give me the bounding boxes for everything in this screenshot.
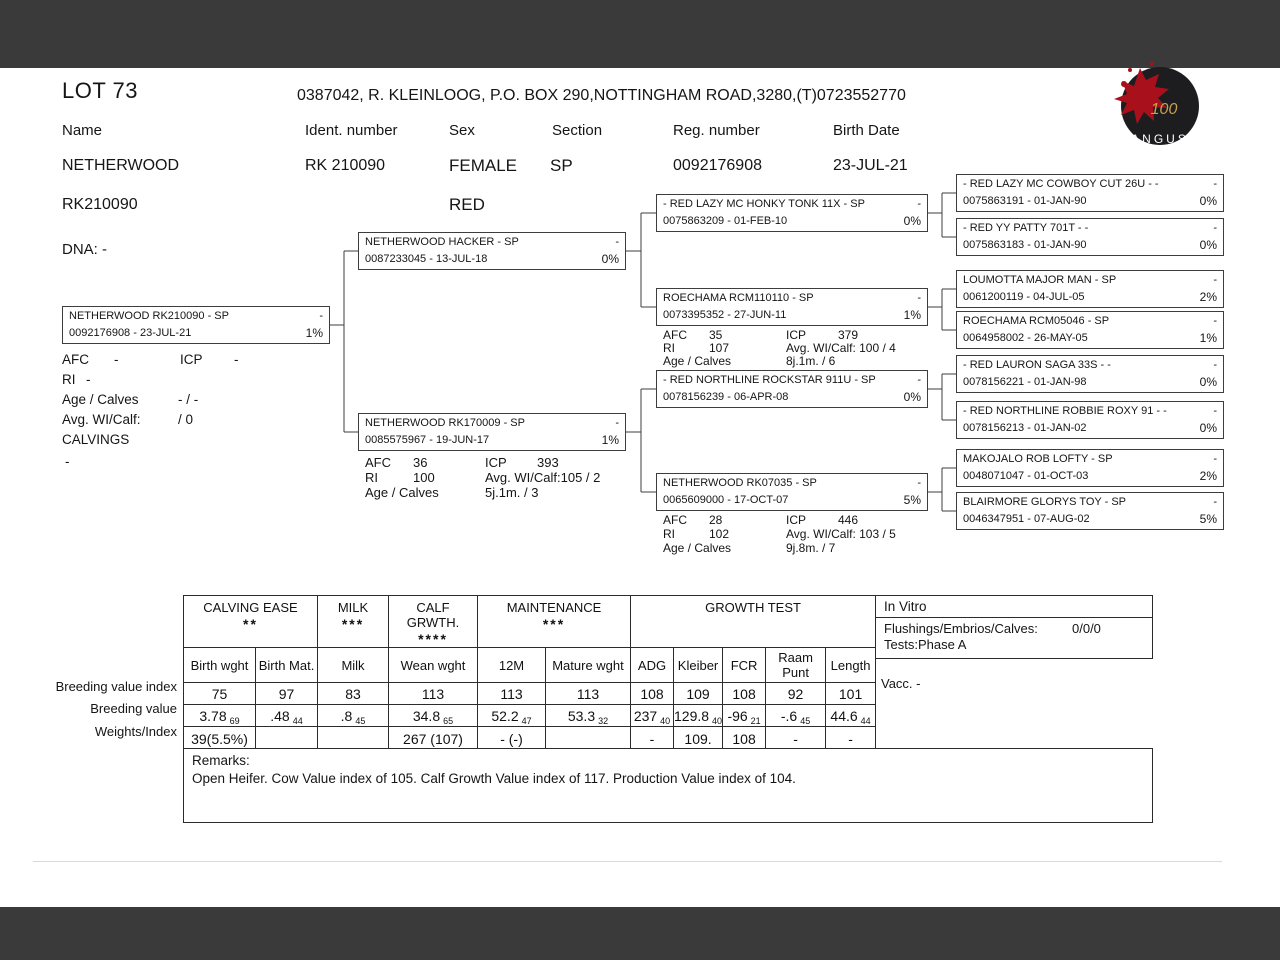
inbreeding-pct: 1%	[1199, 331, 1217, 345]
value-cell: 237 $_{40}$	[631, 705, 674, 727]
animal-flag: -	[615, 417, 619, 429]
pedigree-box-gg1	[956, 174, 1224, 212]
age-calves-label: Age / Calves	[62, 392, 139, 407]
animal-name: - RED NORTHLINE ROBBIE ROXY 91 - -	[963, 405, 1167, 417]
animal-number: 0065609000 - 17-OCT-07	[663, 494, 789, 506]
afc-label: AFC	[663, 328, 687, 342]
breeding-value-table	[183, 595, 876, 751]
age-calves-label: Age / Calves	[365, 485, 439, 500]
group-stars: ***	[542, 616, 566, 632]
value-cell: 34.8 $_{65}$	[389, 705, 478, 727]
avg-wi-value: / 0	[178, 412, 194, 427]
inbreeding-pct: 0%	[903, 390, 921, 404]
afc-label: AFC	[365, 455, 391, 470]
animal-flag: -	[1213, 405, 1217, 417]
weights-index-row	[184, 727, 876, 751]
value-birth: 23-JUL-21	[833, 157, 908, 174]
weights-cell: -	[631, 727, 674, 751]
value-cell: 3.78 $_{69}$	[184, 705, 256, 727]
pedigree-box-sires-dam	[656, 288, 928, 326]
value-ident2: RK210090	[62, 196, 138, 213]
index-cell: 109	[674, 683, 723, 705]
group-label: CALF GRWTH.	[406, 600, 460, 630]
animal-flag: -	[917, 292, 921, 304]
icp-value: 446	[838, 513, 859, 527]
weights-cell: 39(5.5%)	[184, 727, 256, 751]
value-cell: .8 $_{45}$	[318, 705, 389, 727]
accuracy: 44	[860, 715, 871, 726]
label-name: Name	[62, 122, 103, 139]
animal-number: 0073395352 - 27-JUN-11	[663, 309, 787, 321]
inbreeding-pct: 5%	[903, 493, 921, 507]
animal-flag: -	[1213, 359, 1217, 371]
value-cell: -96 $_{21}$	[723, 705, 766, 727]
animal-flag: -	[615, 236, 619, 248]
animal-number: 0085575967 - 19-JUN-17	[365, 434, 490, 446]
value-cell: 53.3 $_{32}$	[546, 705, 631, 727]
group-header-row	[184, 596, 876, 648]
weights-cell	[256, 727, 318, 751]
flushings-label: Flushings/Embrios/Calves:	[884, 621, 1038, 636]
animal-name: - RED LAZY MC COWBOY CUT 26U - -	[963, 178, 1159, 190]
weights-cell: -	[766, 727, 826, 751]
invitro-title: In Vitro	[876, 596, 1152, 618]
index-cell: 97	[256, 683, 318, 705]
animal-number: 0064958002 - 26-MAY-05	[963, 332, 1088, 344]
icp-value: -	[234, 352, 239, 367]
animal-name: - RED NORTHLINE ROCKSTAR 911U - SP	[663, 374, 876, 386]
afc-value: 35	[709, 328, 723, 342]
group-milk	[318, 596, 389, 648]
index-cell: 113	[389, 683, 478, 705]
value-ident: RK 210090	[305, 157, 386, 174]
group-label: MAINTENANCE	[506, 600, 602, 615]
pedigree-box-sires-sire	[656, 194, 928, 232]
group-stars: ***	[341, 616, 365, 632]
value-name: NETHERWOOD	[62, 157, 180, 174]
ri-label: RI	[62, 372, 76, 387]
accuracy: 47	[521, 715, 532, 726]
index-cell: 101	[826, 683, 876, 705]
animal-flag: -	[1213, 178, 1217, 190]
icp-label: ICP	[786, 513, 807, 527]
animal-number: 0061200119 - 04-JUL-05	[963, 291, 1085, 303]
animal-number: 0087233045 - 13-JUL-18	[365, 253, 488, 265]
ri-value: 107	[709, 341, 730, 355]
index-cell: 108	[631, 683, 674, 705]
accuracy: 69	[229, 715, 240, 726]
icp-label: ICP	[180, 352, 203, 367]
animal-name: - RED LAURON SAGA 33S - -	[963, 359, 1111, 371]
inbreeding-pct: 0%	[1199, 421, 1217, 435]
ri-value: -	[86, 372, 91, 387]
remarks-title: Remarks:	[192, 753, 250, 768]
weights-cell: - (-)	[478, 727, 546, 751]
animal-number: 0046347951 - 07-AUG-02	[963, 513, 1090, 525]
value-sex: FEMALE	[449, 156, 518, 175]
col-header: Kleiber	[674, 648, 723, 683]
pedigree-box-dams-dam	[656, 473, 928, 511]
inbreeding-pct: 2%	[1199, 290, 1217, 304]
col-header: Milk	[318, 648, 389, 683]
animal-flag: -	[917, 198, 921, 210]
group-label: MILK	[337, 600, 369, 615]
animal-name: NETHERWOOD RK07035 - SP	[663, 477, 817, 489]
animal-name: NETHERWOOD RK210090 - SP	[69, 310, 229, 322]
pedigree-box-gg8	[956, 492, 1224, 530]
value-cell: 52.2 $_{47}$	[478, 705, 546, 727]
animal-name: ROECHAMA RCM05046 - SP	[963, 315, 1110, 327]
value-cell: .48 $_{44}$	[256, 705, 318, 727]
flushings-value: 0/0/0	[1072, 621, 1101, 636]
pedigree-box-dams-sire	[656, 370, 928, 408]
animal-number: 0078156221 - 01-JAN-98	[963, 376, 1087, 388]
row-label-weights-index: Weights/Index	[94, 724, 177, 739]
animal-name: MAKOJALO ROB LOFTY - SP	[963, 453, 1113, 465]
col-header: FCR	[723, 648, 766, 683]
label-section: Section	[552, 122, 603, 139]
animal-flag: -	[917, 477, 921, 489]
lot-title: LOT 73	[62, 78, 138, 103]
group-growth-test	[631, 596, 876, 648]
pedigree-box-subject	[62, 306, 330, 344]
calvings-label: CALVINGS	[62, 432, 130, 447]
ri-label: RI	[365, 470, 378, 485]
ri-label: RI	[663, 341, 675, 355]
animal-flag: -	[1213, 222, 1217, 234]
ri-value: 102	[709, 527, 730, 541]
group-stars: **	[243, 616, 258, 632]
index-cell: 75	[184, 683, 256, 705]
index-cell: 113	[478, 683, 546, 705]
tests-line: Tests:Phase A	[884, 637, 967, 652]
calvings-value: -	[65, 454, 70, 469]
remarks-text: Open Heifer. Cow Value index of 105. Calf Growth Value index of 117. Production Value index of 104.	[192, 771, 796, 786]
ri-value: 100	[413, 470, 435, 485]
ri-label: RI	[663, 527, 675, 541]
breeding-value-row	[184, 705, 876, 727]
index-cell: 113	[546, 683, 631, 705]
animal-flag: -	[1213, 315, 1217, 327]
weights-cell: 109.	[674, 727, 723, 751]
col-header: Length	[826, 648, 876, 683]
pedigree-box-dam	[358, 413, 626, 451]
accuracy: 32	[598, 715, 609, 726]
age-calves-value: 9j.8m. / 7	[786, 541, 836, 555]
avg-wi-label: Avg. WI/Calf:	[62, 412, 141, 427]
col-header: 12M	[478, 648, 546, 683]
icp-label: ICP	[485, 455, 507, 470]
animal-number: 0078156213 - 01-JAN-02	[963, 422, 1087, 434]
vacc-line: Vacc. -	[881, 676, 921, 691]
index-cell: 108	[723, 683, 766, 705]
age-calves-label: Age / Calves	[663, 354, 732, 368]
icp-value: 379	[838, 328, 859, 342]
label-reg: Reg. number	[673, 122, 760, 139]
pedigree-box-gg2	[956, 218, 1224, 256]
col-header: Birth Mat.	[256, 648, 318, 683]
age-calves-value: - / -	[178, 392, 199, 407]
flushings-line	[884, 621, 1144, 637]
inbreeding-pct: 0%	[1199, 194, 1217, 208]
weights-cell	[546, 727, 631, 751]
logo-brand: ANGUS	[1131, 132, 1189, 146]
avg-wi-line: Avg. WI/Calf: 103 / 5	[786, 527, 896, 541]
label-ident: Ident. number	[305, 122, 398, 139]
group-maintenance	[478, 596, 631, 648]
pedigree-box-gg6	[956, 401, 1224, 439]
animal-name: LOUMOTTA MAJOR MAN - SP	[963, 274, 1117, 286]
animal-number: 0048071047 - 01-OCT-03	[963, 470, 1089, 482]
group-label: CALVING EASE	[203, 600, 298, 615]
col-header: ADG	[631, 648, 674, 683]
group-stars: ****	[418, 631, 448, 647]
animal-name: - RED LAZY MC HONKY TONK 11X - SP	[663, 198, 865, 210]
animal-name: BLAIRMORE GLORYS TOY - SP	[963, 496, 1127, 508]
label-sex: Sex	[449, 122, 475, 139]
accuracy: 45	[355, 715, 366, 726]
accuracy: 44	[292, 715, 303, 726]
group-calving-ease	[184, 596, 318, 648]
invitro-panel	[875, 595, 1153, 659]
weights-cell	[318, 727, 389, 751]
avg-wi-line: Avg. WI/Calf:105 / 2	[485, 470, 601, 485]
index-cell: 92	[766, 683, 826, 705]
animal-flag: -	[917, 374, 921, 386]
col-header: Raam Punt	[766, 648, 826, 683]
value-cell: 44.6 $_{44}$	[826, 705, 876, 727]
value-reg: 0092176908	[673, 157, 762, 174]
pedigree-box-sire	[358, 232, 626, 270]
inbreeding-pct: 0%	[601, 252, 619, 266]
value-section: SP	[550, 156, 573, 175]
row-label-breeding-value-index: Breeding value index	[55, 679, 177, 694]
label-birth: Birth Date	[833, 122, 900, 139]
angus-logo	[1110, 58, 1206, 154]
accuracy: 21	[750, 715, 761, 726]
pedigree-box-gg5	[956, 355, 1224, 393]
animal-number: 0078156239 - 06-APR-08	[663, 391, 789, 403]
accuracy: 40	[712, 715, 723, 726]
weights-cell: -	[826, 727, 876, 751]
animal-flag: -	[319, 310, 323, 322]
pedigree-box-gg4	[956, 311, 1224, 349]
age-calves-label: Age / Calves	[663, 541, 732, 555]
inbreeding-pct: 0%	[903, 214, 921, 228]
breeder-line: 0387042, R. KLEINLOOG, P.O. BOX 290,NOTTINGHAM ROAD,3280,(T)0723552770	[297, 87, 906, 104]
dna-line: DNA: -	[62, 241, 107, 258]
animal-name: NETHERWOOD RK170009 - SP	[365, 417, 525, 429]
pedigree-box-gg7	[956, 449, 1224, 487]
value-color: RED	[449, 195, 485, 214]
animal-name: ROECHAMA RCM110110 - SP	[663, 292, 814, 304]
inbreeding-pct: 1%	[305, 326, 323, 340]
animal-flag: -	[1213, 453, 1217, 465]
animal-number: 0092176908 - 23-JUL-21	[69, 327, 192, 339]
inbreeding-pct: 5%	[1199, 512, 1217, 526]
accuracy: 40	[660, 715, 671, 726]
animal-number: 0075863183 - 01-JAN-90	[963, 239, 1087, 251]
animal-name: NETHERWOOD HACKER - SP	[365, 236, 519, 248]
accuracy: 45	[800, 715, 811, 726]
age-calves-value: 8j.1m. / 6	[786, 354, 836, 368]
icp-label: ICP	[786, 328, 807, 342]
animal-name: - RED YY PATTY 701T - -	[963, 222, 1089, 234]
col-header: Wean wght	[389, 648, 478, 683]
column-header-row	[184, 648, 876, 683]
age-calves-value: 5j.1m. / 3	[485, 485, 539, 500]
avg-wi-line: Avg. WI/Calf: 100 / 4	[786, 341, 896, 355]
inbreeding-pct: 0%	[1199, 375, 1217, 389]
remarks-box	[183, 748, 1153, 823]
logo-years: 100	[1150, 101, 1178, 118]
animal-number: 0075863209 - 01-FEB-10	[663, 215, 788, 227]
animal-flag: -	[1213, 274, 1217, 286]
icp-value: 393	[537, 455, 559, 470]
afc-value: -	[114, 352, 119, 367]
inbreeding-pct: 0%	[1199, 238, 1217, 252]
row-label-breeding-value: Breeding value	[90, 701, 177, 716]
afc-label: AFC	[62, 352, 89, 367]
inbreeding-pct: 1%	[601, 433, 619, 447]
animal-number: 0075863191 - 01-JAN-90	[963, 195, 1087, 207]
afc-value: 36	[413, 455, 428, 470]
value-cell: 129.8 $_{40}$	[674, 705, 723, 727]
col-header: Mature wght	[546, 648, 631, 683]
group-label: GROWTH TEST	[705, 600, 801, 615]
weights-cell: 108	[723, 727, 766, 751]
accuracy: 65	[443, 715, 454, 726]
inbreeding-pct: 2%	[1199, 469, 1217, 483]
breeding-value-index-row	[184, 683, 876, 705]
animal-flag: -	[1213, 496, 1217, 508]
afc-label: AFC	[663, 513, 687, 527]
weights-cell: 267 (107)	[389, 727, 478, 751]
col-header: Birth wght	[184, 648, 256, 683]
index-cell: 83	[318, 683, 389, 705]
group-calf-growth	[389, 596, 478, 648]
pedigree-box-gg3	[956, 270, 1224, 308]
value-cell: -.6 $_{45}$	[766, 705, 826, 727]
afc-value: 28	[709, 513, 723, 527]
inbreeding-pct: 1%	[903, 308, 921, 322]
